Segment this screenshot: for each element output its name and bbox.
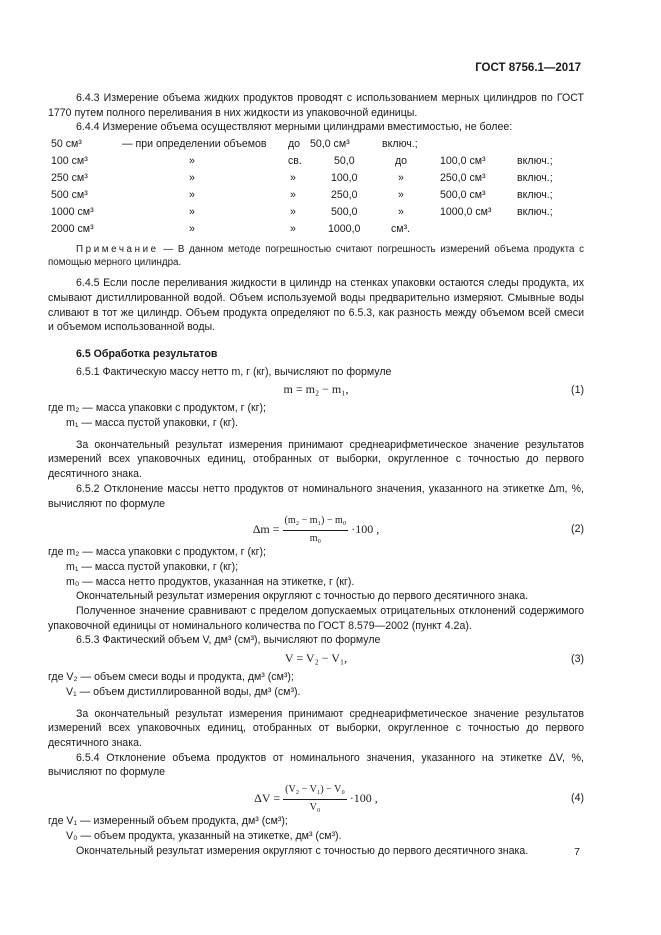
definition: m₁ — масса пустой упаковки, г (кг). [66,417,239,430]
definition: m₁ — масса пустой упаковки, г (кг); [66,560,239,573]
definition: где m₂ — масса упаковки с продуктом, г (кг); [48,546,266,559]
formula-4: ΔV = $\frac{\text{(V₂ − V₁) − V₀}}{\text{V₀}}$ ·100 , (4) [48,780,584,814]
definition: V₀ — объем продукта, указанный на этикетке, дм³ (см³). [66,829,342,842]
cylinder-ranges [48,137,584,239]
paragraph-round-1: Окончательный результат измерения округляют с точностью до первого десятичного знака. [76,590,529,603]
definition: где V₂ — объем смеси воды и продукта, дм³ (см³); [48,671,294,684]
formula-number: (3) [571,653,584,666]
paragraph-final-2: За окончательный результат измерения принимают среднеарифметическое значение результатов измерений всех упаковочных единиц, отобранных от выборки, округленное с точностью до первого десятичного знака. [48,707,584,749]
formula-1: m = m₂ − m₁, (1) [283,382,584,397]
paragraph-6-5-4: 6.5.4 Отклонение объема продуктов от номинального значения, указанного на этикетке ΔV, %, вычисляют по формуле [48,751,584,779]
range-row: 1000 см³ » » 500,0 » 1000,0 см³ включ.; [51,206,553,219]
range-row: 100 см³ » св. 50,0 до 100,0 см³ включ.; [51,155,553,168]
definition: m₀ — масса нетто продуктов, указанная на этикетке, г (кг). [66,575,355,588]
fraction: $\frac{\text{(V₂ − V₁) − V₀}}{\text{V₀}}$ [285,784,345,813]
range-row: 500 см³ » » 250,0 » 500,0 см³ включ.; [51,189,553,202]
formula-2: Δm = $\frac{\text{(m₂ − m₁) − m₀}}{\text{m₀}}$ ·100 , (2) [48,511,584,545]
paragraph-compare: Полученное значение сравнивают с пределом допускаемых отрицательных отклонений содержимого упаковочной единицы от номинального количества по ГОСТ 8.579—2002 (пункт 4.2а). [48,605,584,632]
definition: где V₁ — измеренный объем продукта, дм³ (см³); [48,815,288,828]
fraction: $\frac{\text{(m₂ − m₁) − m₀}}{\text{m₀}}$ [284,515,347,544]
note-label: Примечание [76,244,159,256]
page-number: 7 [574,846,580,858]
paragraph-6-4-4: 6.4.4 Измерение объема осуществляют мерными цилиндрами вместимостью, не более: [76,121,513,134]
doc-header: ГОСТ 8756.1—2017 [475,62,581,74]
paragraph-6-4-5: 6.4.5 Если после переливания жидкости в цилиндр на стенках упаковки остаются следы продукта, их смывают дистиллированной водой. Объем используемой воды предварительно измеряют. Смывные воды сливают в тот же цилиндр. Объем продукта определяют по 6.5.3, как разность между объемом всей смеси и объемом использованной воды. [48,277,584,334]
section-title: 6.5 Обработка результатов [76,347,218,360]
paragraph-6-5-3: 6.5.3 Фактический объем V, дм³ (см³), вычисляют по формуле [76,634,381,647]
range-row: 2000 см³ » » 1000,0 см³. [51,223,411,236]
definition: V₁ — объем дистиллированной воды, дм³ (см³). [66,685,301,698]
formula-number: (4) [571,792,584,805]
formula-3: V = V₂ − V₁, (3) [284,651,584,666]
note [48,243,584,269]
definition: где m₂ — масса упаковки с продуктом, г (кг); [48,402,266,415]
note-text: — В данном методе погрешностью считают погрешность измерений объема продукта с помощью мерного цилиндра. [48,244,584,269]
content-body [48,91,584,858]
range-row: 50 см³ — при определении объемов до 50,0 см³ включ.; [51,138,418,151]
paragraph-final-1: За окончательный результат измерения принимают среднеарифметическое значение результатов измерений всех упаковочных единиц, отобранных от выборки, округленное с точностью до первого десятичного знака. [48,438,584,481]
paragraph-round-2: Окончательный результат измерения округляют с точностью до первого десятичного знака. [76,844,529,857]
paragraph-6-5-2: 6.5.2 Отклонение массы нетто продуктов от номинального значения, указанного на этикетке Δm, %, вычисляют по формуле [48,482,584,510]
formula-number: (1) [571,384,584,397]
formula-number: (2) [571,523,584,536]
paragraph-6-5-1: 6.5.1 Фактическую массу нетто m, г (кг), вычисляют по формуле [76,365,392,378]
range-row: 250 см³ » » 100,0 » 250,0 см³ включ.; [51,172,553,185]
paragraph-6-4-3: 6.4.3 Измерение объема жидких продуктов проводят с использованием мерных цилиндров по ГОСТ 1770 путем полного переливания в них жидкости из упаковочной единицы. [48,92,584,119]
